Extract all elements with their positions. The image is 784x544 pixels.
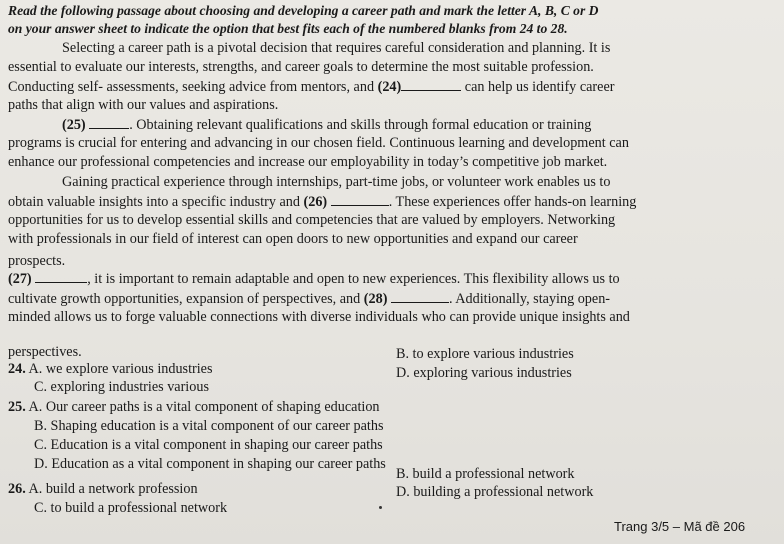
- passage-text: . Additionally, staying open-: [448, 291, 611, 307]
- option-24-b[interactable]: B. to explore various industries: [396, 346, 574, 362]
- passage-text: Conducting self- assessments, seeking advice from mentors, and: [8, 79, 375, 95]
- passage-p4-line-2: [8, 289, 610, 308]
- option-25-d[interactable]: D. Education as a vital component in shaping our career paths: [34, 456, 386, 472]
- passage-p1-line-3: [8, 77, 614, 96]
- print-speck: [379, 506, 382, 509]
- question-26: [8, 480, 198, 498]
- passage-p3-line-1: Gaining practical experience through internships, part-time jobs, or volunteer work enables us to: [62, 174, 611, 190]
- passage-text: can help us identify career: [464, 79, 615, 95]
- instruction-line-1: Read the following passage about choosing and developing a career path and mark the letter A, B, C or D: [8, 3, 599, 18]
- question-25: [8, 398, 380, 416]
- option-26-c[interactable]: C. to build a professional network: [34, 500, 228, 516]
- blank-number-28: (28): [363, 291, 388, 307]
- option-24-c[interactable]: C. exploring industries various: [34, 379, 209, 395]
- blank-24[interactable]: [401, 77, 461, 91]
- blank-28[interactable]: [391, 289, 449, 303]
- question-24: [8, 360, 213, 378]
- passage-p2-line-2: programs is crucial for entering and advancing in our chosen field. Continuous learning and development can: [8, 135, 629, 151]
- passage-p4-line-4: perspectives.: [8, 344, 82, 360]
- passage-p1-line-2: essential to evaluate our interests, strengths, and career goals to determine the most suitable profession.: [8, 59, 594, 75]
- blank-26[interactable]: [331, 192, 389, 206]
- passage-text: cultivate growth opportunities, expansion of perspectives, and: [8, 291, 361, 307]
- passage-text: obtain valuable insights into a specific industry and: [8, 194, 300, 210]
- question-number: 24.: [8, 361, 26, 377]
- passage-p1-line-1: Selecting a career path is a pivotal decision that requires careful consideration and planning. It is: [62, 40, 611, 56]
- option-26-b[interactable]: B. build a professional network: [396, 466, 575, 482]
- passage-p1-line-4: paths that align with our values and aspirations.: [8, 97, 279, 113]
- passage-p2-line-1: [62, 115, 591, 134]
- blank-number-26: (26): [303, 194, 328, 210]
- blank-number-25: (25): [62, 117, 86, 133]
- page-footer: Trang 3/5 – Mã đề 206: [614, 519, 746, 534]
- passage-p3-line-4: with professionals in our field of interest can open doors to new opportunities and expand our career: [8, 231, 578, 247]
- passage-p3-line-3: opportunities for us to develop essential skills and competencies that are valued by employers. Networking: [8, 212, 616, 228]
- question-number: 25.: [8, 399, 26, 415]
- option-25-c[interactable]: C. Education is a vital component in shaping our career paths: [34, 437, 383, 453]
- blank-25[interactable]: [89, 115, 129, 129]
- option-26-d[interactable]: D. building a professional network: [396, 484, 594, 500]
- passage-p4-line-3: minded allows us to forge valuable connections with diverse individuals who can provide unique insights and: [8, 309, 630, 325]
- option-26-a[interactable]: A. build a network profession: [28, 481, 198, 497]
- passage-text: , it is important to remain adaptable and open to new experiences. This flexibility allows us to: [87, 271, 620, 287]
- option-25-b[interactable]: B. Shaping education is a vital component of our career paths: [34, 418, 384, 434]
- blank-number-27: (27): [8, 271, 32, 287]
- passage-text: . These experiences offer hands-on learning: [388, 194, 637, 210]
- option-25-a[interactable]: A. Our career paths is a vital component of shaping education: [28, 399, 380, 415]
- passage-p3-line-5: prospects.: [8, 253, 66, 269]
- option-24-a[interactable]: A. we explore various industries: [28, 361, 213, 377]
- passage-p3-line-2: [8, 192, 636, 211]
- question-number: 26.: [8, 481, 26, 497]
- instruction-line-2: on your answer sheet to indicate the option that best fits each of the numbered blanks from 24 to 28.: [8, 21, 568, 36]
- passage-text: . Obtaining relevant qualifications and skills through formal education or training: [129, 117, 592, 133]
- option-24-d[interactable]: D. exploring various industries: [396, 365, 572, 381]
- passage-p2-line-3: enhance our professional competencies and increase our employability in today’s competitive job market.: [8, 154, 608, 170]
- passage-p4-line-1: [8, 269, 620, 288]
- blank-27[interactable]: [35, 269, 87, 283]
- blank-number-24: (24): [377, 79, 402, 95]
